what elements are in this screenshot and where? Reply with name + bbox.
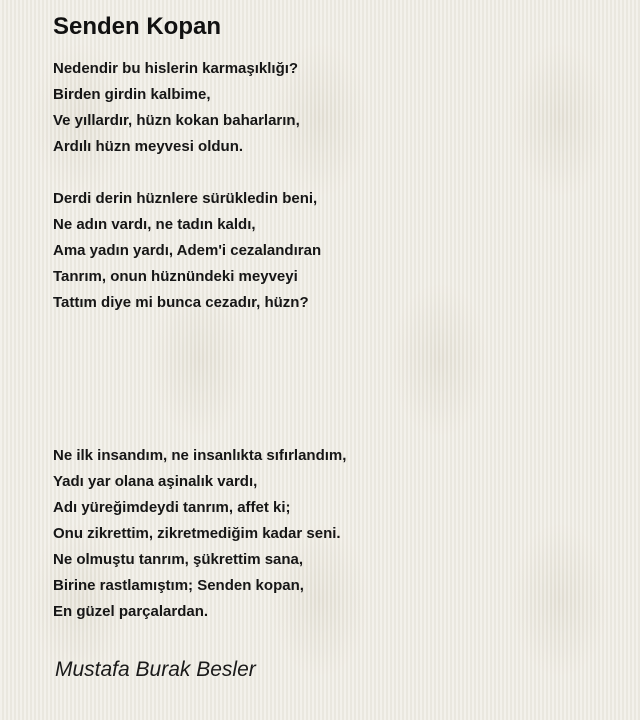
poem-line: Yadı yar olana aşinalık vardı,: [53, 473, 258, 490]
poem-title: Senden Kopan: [53, 13, 222, 40]
poem-body: [53, 56, 613, 625]
poem-line: En güzel parçalardan.: [53, 603, 209, 620]
poem-author: Mustafa Burak Besler: [55, 658, 256, 681]
stanza-3: [53, 443, 613, 625]
poem-line: Ne olmuştu tanrım, şükrettim sana,: [53, 551, 304, 568]
poem-container: [53, 10, 613, 625]
poem-line: Ardılı hüzn meyvesi oldun.: [53, 138, 244, 155]
poem-line: Derdi derin hüznlere sürükledin beni,: [53, 190, 318, 207]
poem-line: Ne ilk insandım, ne insanlıkta sıfırlandım,: [53, 447, 347, 464]
poem-line: Birden girdin kalbime,: [53, 86, 211, 103]
poem-line: Tattım diye mi bunca cezadır, hüzn?: [53, 294, 309, 311]
stanza-2: [53, 186, 613, 316]
poem-line: Nedendir bu hislerin karmaşıklığı?: [53, 60, 299, 77]
poem-line: Onu zikrettim, zikretmediğim kadar seni.: [53, 525, 341, 542]
poem-line: Ve yıllardır, hüzn kokan baharların,: [53, 112, 300, 129]
poem-line: Birine rastlamıştım; Senden kopan,: [53, 577, 304, 594]
poem-line: Tanrım, onun hüznündeki meyveyi: [53, 268, 298, 285]
poem-line: Ama yadın yardı, Adem'i cezalandıran: [53, 242, 322, 259]
stanza-1: [53, 56, 613, 160]
poem-line: Ne adın vardı, ne tadın kaldı,: [53, 216, 256, 233]
poem-line: Adı yüreğimdeydi tanrım, affet ki;: [53, 499, 291, 516]
